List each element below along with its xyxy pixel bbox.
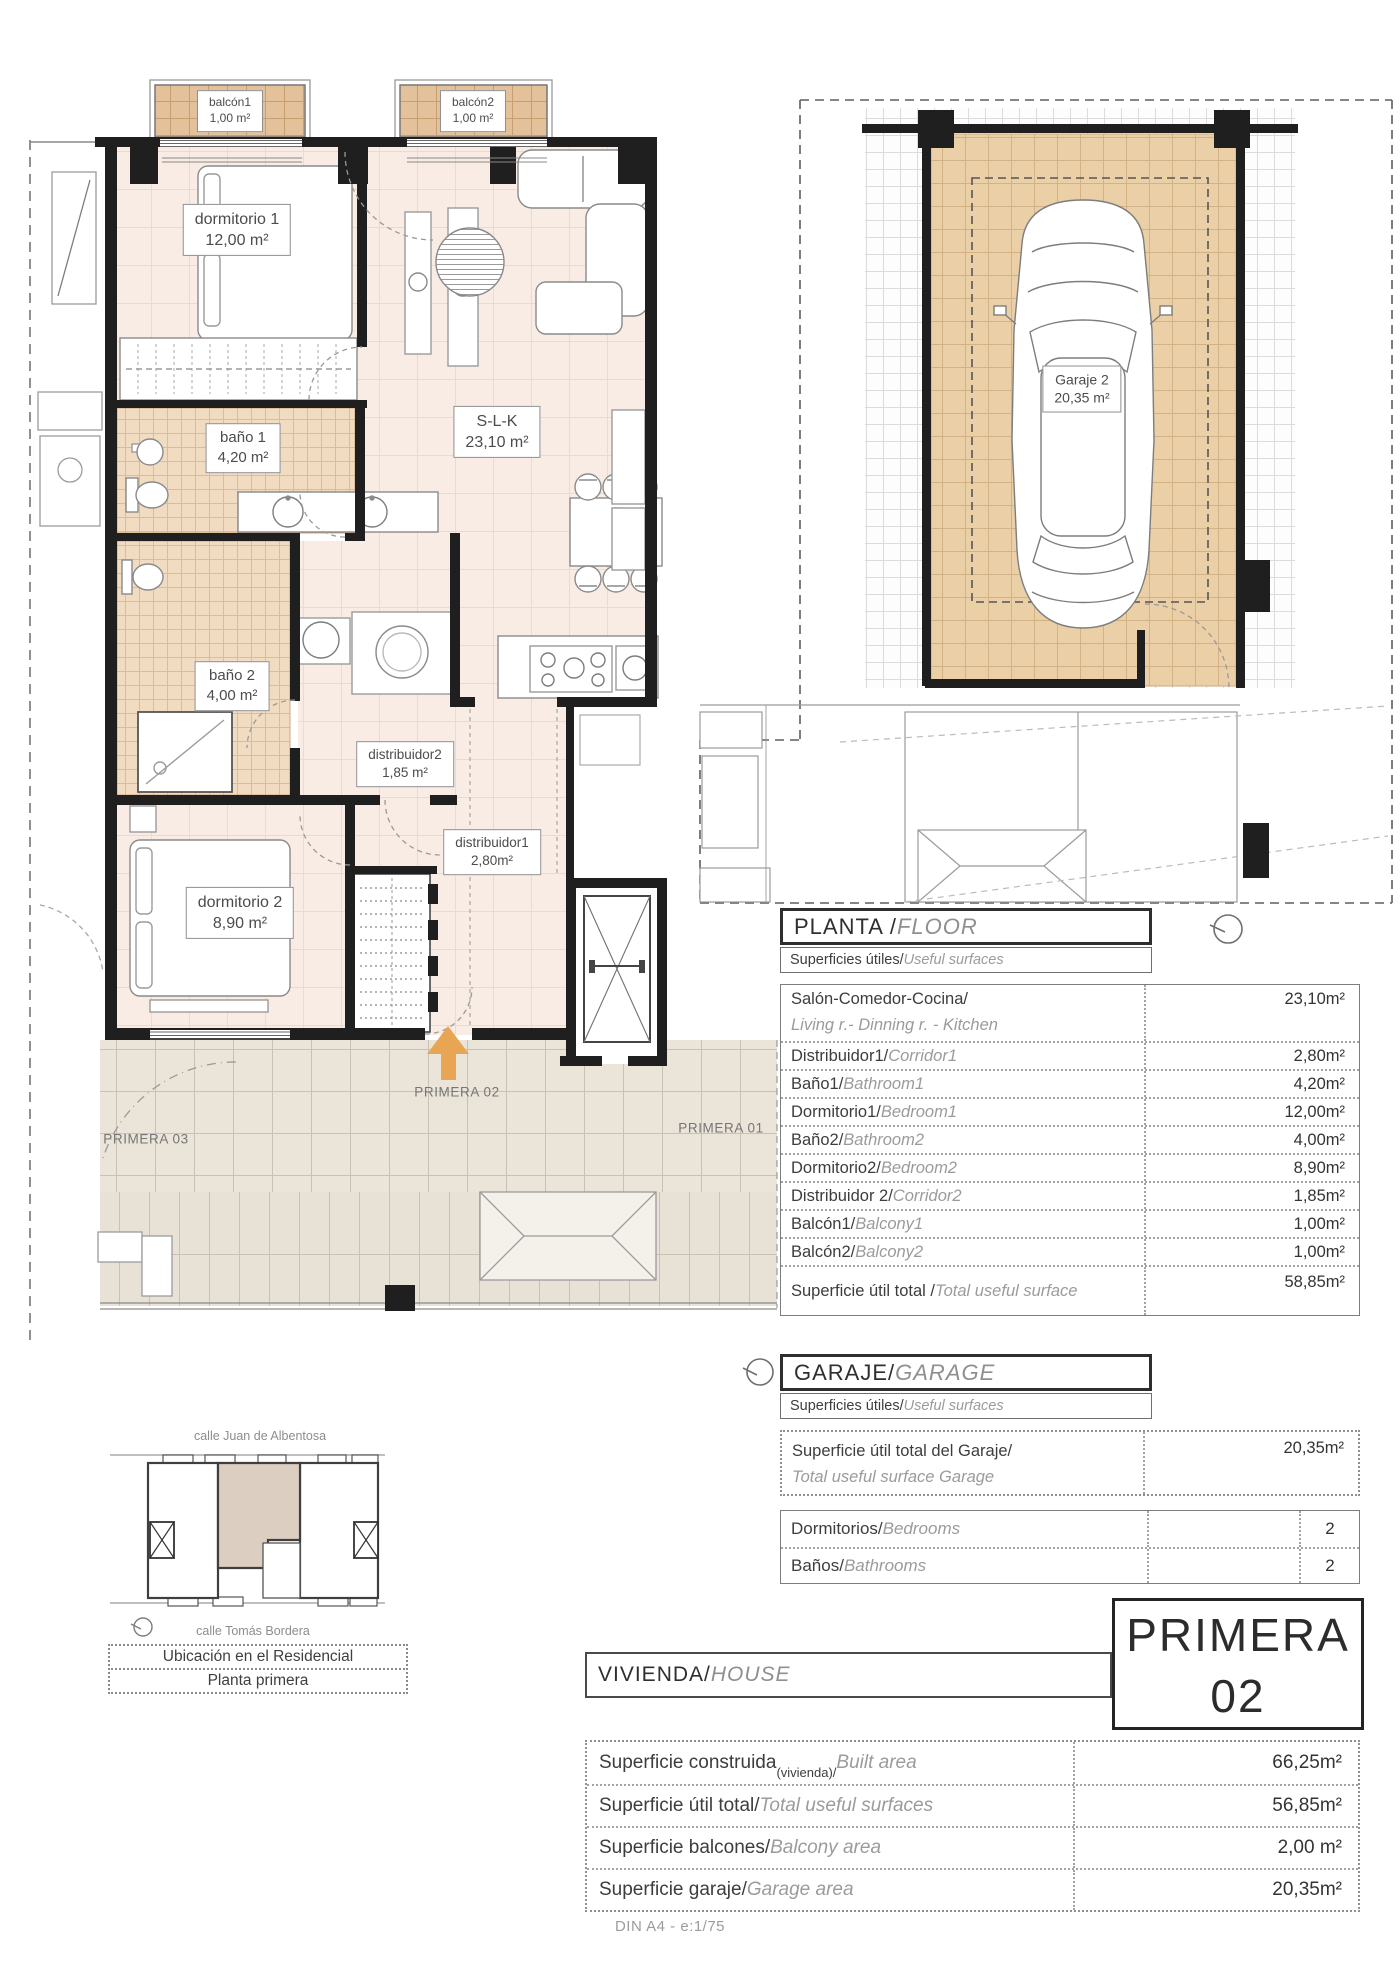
row-value: 56,85m²	[1272, 1795, 1342, 1816]
kitchen-tall-unit	[612, 410, 645, 504]
garaje-total-row: Superficie útil total del Garaje/ Total useful surface Garage 20,35m²	[780, 1430, 1360, 1496]
subtitle-en: Useful surfaces	[903, 1398, 1004, 1414]
subtitle-es: Superficies útiles/	[790, 952, 904, 968]
pedestal-sink-icon	[137, 439, 163, 465]
map-caption-1: Ubicación en el Residencial	[108, 1644, 408, 1670]
table-row: Superficie construida (vivienda)/ Built area 66,25m²	[587, 1742, 1358, 1784]
row-value: 66,25m²	[1272, 1752, 1342, 1773]
scale-footnote: DIN A4 - e:1/75	[614, 1918, 726, 1935]
table-row: Balcón1/ Balcony1 1,00m²	[781, 1209, 1359, 1237]
room-label-slk	[453, 406, 540, 458]
unit-label-primera02: PRIMERA 02	[414, 1084, 500, 1100]
row-value: 23,10m²	[1284, 990, 1345, 1008]
garaje-title-en: GARAGE	[895, 1359, 996, 1385]
below-garage-structures	[700, 705, 1388, 903]
room-area: 12,00 m²	[205, 232, 269, 249]
toilet-icon	[122, 560, 132, 594]
room-name: distribuidor2	[368, 747, 442, 763]
table-row: Distribuidor 2/ Corridor2 1,85m²	[781, 1181, 1359, 1209]
room-label-balcon2	[440, 90, 506, 132]
room-name: dormitorio 2	[197, 893, 283, 911]
row-value: 12,00m²	[1284, 1102, 1345, 1121]
row-value: 8,90m²	[1293, 1158, 1345, 1177]
unit-badge	[1112, 1598, 1364, 1730]
room-name: baño 1	[220, 429, 266, 447]
room-area: 23,10 m²	[465, 434, 529, 451]
room-area: 1,85 m²	[382, 765, 428, 780]
room-area: 1,00 m²	[209, 111, 251, 125]
table-row: Salón-Comedor-Cocina/ Living r.- Dinning r. - Kitchen 23,10m²	[781, 985, 1359, 1041]
table-row: Superficie balcones/ Balcony area 2,00 m²	[587, 1826, 1358, 1868]
bench-icon	[150, 1000, 268, 1012]
vivienda-header	[585, 1652, 1112, 1698]
vivienda-title-es: VIVIENDA/	[598, 1663, 711, 1686]
row-value: 1,85m²	[1293, 1186, 1345, 1205]
planta-surfaces-table	[780, 984, 1360, 1316]
table-row: Distribuidor1/ Corridor1 2,80m²	[781, 1041, 1359, 1069]
car-icon	[994, 200, 1172, 628]
kitchen-tall-unit	[612, 508, 645, 570]
room-label-bano2	[195, 661, 270, 711]
row-value: 2	[1299, 1511, 1359, 1547]
room-area: 1,00 m²	[452, 111, 494, 125]
planta-header	[780, 908, 1152, 945]
room-area: 4,00 m²	[206, 687, 258, 704]
table-row: Baños/ Bathrooms 2	[781, 1547, 1359, 1583]
counts-table	[780, 1510, 1360, 1584]
map-street-top: calle Juan de Albentosa	[193, 1429, 327, 1443]
room-label-bano1	[206, 423, 281, 473]
planta-subheader	[780, 947, 1152, 973]
room-area: 4,20 m²	[217, 449, 269, 466]
table-row: Baño1/ Bathroom1 4,20m²	[781, 1069, 1359, 1097]
left-ancillary	[38, 172, 103, 972]
terrace	[98, 1040, 777, 1311]
room-area: 8,90 m²	[212, 915, 268, 932]
table-row: Superficie útil total/ Total useful surfaces 56,85m²	[587, 1784, 1358, 1826]
washer-niche	[352, 612, 454, 694]
room-name: balcón2	[451, 95, 495, 110]
terrace-pier	[385, 1285, 415, 1311]
subtitle-es: Superficies útiles/	[790, 1398, 904, 1414]
garaje-subheader	[780, 1393, 1152, 1419]
planta-title-es: PLANTA /	[794, 913, 897, 939]
table-row: Dormitorio2/ Bedroom2 8,90m²	[781, 1153, 1359, 1181]
row-value: 4,20m²	[1293, 1074, 1345, 1093]
row-value: 2,80m²	[1293, 1046, 1345, 1065]
rug-icon	[436, 228, 504, 296]
landing-cabinet	[580, 715, 640, 765]
table-row: Superficie garaje/ Garage area 20,35m²	[587, 1868, 1358, 1910]
room-name: distribuidor1	[455, 835, 529, 851]
total-value: 58,85m²	[1284, 1273, 1345, 1291]
basin-icon	[292, 618, 350, 664]
subtitle-en: Useful surfaces	[903, 952, 1004, 968]
garaje-title-es: GARAJE/	[794, 1359, 896, 1385]
room-name: S-L-K	[476, 412, 518, 430]
row-value: 1,00m²	[1293, 1242, 1345, 1261]
room-area: 2,80m²	[470, 853, 514, 868]
row-value: 2	[1299, 1549, 1359, 1583]
badge-line2: 02	[1210, 1669, 1266, 1722]
elevator-icon	[584, 896, 650, 1042]
badge-line1: PRIMERA	[1126, 1609, 1350, 1661]
vivienda-title-en: HOUSE	[710, 1663, 791, 1686]
vivienda-table	[585, 1740, 1360, 1912]
row-value: 4,00m²	[1293, 1130, 1345, 1149]
table-row: Balcón2/ Balcony2 1,00m²	[781, 1237, 1359, 1265]
terrace-canopy	[480, 1192, 656, 1280]
unit-label-primera01: PRIMERA 01	[678, 1120, 764, 1136]
table-row: Dormitorio1/ Bedroom1 12,00m²	[781, 1097, 1359, 1125]
room-label-dormitorio1	[183, 204, 291, 256]
garaje-header	[780, 1354, 1152, 1391]
room-label-garaje2	[1042, 366, 1121, 413]
map-caption-2: Planta primera	[108, 1668, 408, 1694]
row-value: 1,00m²	[1293, 1214, 1345, 1233]
planta-title-en: FLOOR	[896, 913, 978, 939]
room-label-balcon1	[197, 90, 263, 132]
location-map	[110, 1455, 385, 1636]
room-area: 20,35 m²	[1054, 390, 1110, 406]
room-name: dormitorio 1	[194, 210, 280, 228]
room-label-distribuidor1	[443, 829, 541, 875]
room-name: balcón1	[208, 95, 252, 110]
room-label-distribuidor2	[356, 741, 454, 787]
row-value: 2,00 m²	[1277, 1837, 1342, 1858]
total-value: 20,35m²	[1283, 1439, 1344, 1457]
room-name: baño 2	[209, 667, 255, 685]
double-basin-counter	[238, 492, 438, 532]
table-total-row: Superficie útil total / Total useful surface 58,85m²	[781, 1265, 1359, 1315]
table-row: Dormitorios/ Bedrooms 2	[781, 1511, 1359, 1547]
garage-plan	[700, 100, 1392, 903]
room-name: Garaje 2	[1055, 371, 1109, 388]
table-row: Baño2/ Bathroom2 4,00m²	[781, 1125, 1359, 1153]
coffee-table-icon	[536, 282, 622, 334]
room-label-dormitorio2	[186, 887, 294, 939]
map-street-bottom: calle Tomás Bordera	[196, 1624, 310, 1638]
unit-label-primera03: PRIMERA 03	[103, 1131, 189, 1147]
main-floor-plan	[30, 80, 777, 1345]
row-value: 20,35m²	[1272, 1879, 1342, 1900]
